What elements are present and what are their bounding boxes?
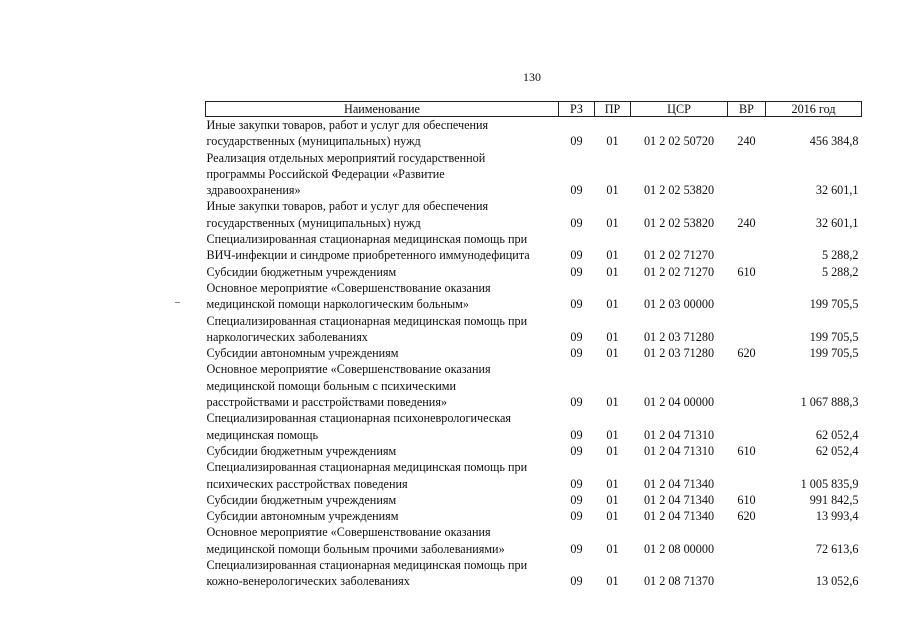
row-pr: 01 xyxy=(606,443,619,458)
row-vr: 610 xyxy=(737,443,756,458)
row-name xyxy=(206,345,559,361)
row-vr xyxy=(728,459,766,492)
row-name-line: медицинской помощи больным прочими заболеваниями» xyxy=(206,541,505,556)
table-row xyxy=(206,280,862,313)
row-rz: 09 xyxy=(570,395,583,410)
row-csr: 01 2 02 53820 xyxy=(643,215,715,230)
row-name xyxy=(206,264,559,280)
row-amount: 5 288,2 xyxy=(821,248,859,263)
row-amount: 1 067 888,3 xyxy=(800,395,859,410)
row-amount: 32 601,1 xyxy=(815,183,859,198)
row-name-line: наркологических заболеваниях xyxy=(206,329,368,344)
row-csr: 01 2 04 71340 xyxy=(643,476,715,491)
row-name-line: расстройствами и расстройствами поведения» xyxy=(206,395,448,410)
row-amount: 1 005 835,9 xyxy=(800,476,859,491)
row-rz: 09 xyxy=(570,541,583,556)
row-rz: 09 xyxy=(570,492,583,507)
row-amount: 13 993,4 xyxy=(815,509,859,524)
row-vr xyxy=(728,524,766,557)
row-csr: 01 2 02 71270 xyxy=(643,248,715,263)
row-name xyxy=(206,410,559,443)
page-number: 130 xyxy=(523,70,541,84)
row-csr: 01 2 04 71310 xyxy=(643,427,715,442)
row-name-line: Специализированная стационарная психоневрологическая xyxy=(206,411,511,426)
row-name-line: медицинской помощи больным с психическими xyxy=(206,378,456,393)
row-name-line: здравоохранения» xyxy=(206,183,301,198)
row-name-line: кожно-венерологических заболеваниях xyxy=(206,574,410,589)
row-csr: 01 2 04 00000 xyxy=(643,395,715,410)
row-csr: 01 2 04 71340 xyxy=(643,492,715,507)
row-pr: 01 xyxy=(606,248,619,263)
row-rz: 09 xyxy=(570,297,583,312)
table-row xyxy=(206,264,862,280)
row-vr: 240 xyxy=(737,215,756,230)
row-vr xyxy=(728,150,766,199)
header-vr: ВР xyxy=(728,102,766,117)
table-header xyxy=(206,102,862,117)
row-name xyxy=(206,443,559,459)
row-name-line: медицинская помощь xyxy=(206,427,319,442)
row-csr: 01 2 02 50720 xyxy=(643,134,715,149)
row-pr: 01 xyxy=(606,395,619,410)
table-row xyxy=(206,524,862,557)
row-amount: 199 705,5 xyxy=(809,346,859,361)
row-amount: 199 705,5 xyxy=(809,297,859,312)
header-name: Наименование xyxy=(206,102,559,117)
row-amount: 32 601,1 xyxy=(815,215,859,230)
row-name xyxy=(206,459,559,492)
row-csr: 01 2 04 71310 xyxy=(643,443,715,458)
table-row xyxy=(206,313,862,346)
row-rz: 09 xyxy=(570,264,583,279)
table-row xyxy=(206,508,862,524)
row-vr xyxy=(728,231,766,264)
row-name xyxy=(206,231,559,264)
row-amount: 62 052,4 xyxy=(815,427,859,442)
row-vr xyxy=(728,361,766,410)
row-name-line: Специализированная стационарная медицинская помощь при xyxy=(206,558,528,573)
row-name xyxy=(206,198,559,231)
row-name-line: государственных (муниципальных) нужд xyxy=(206,215,421,230)
row-name xyxy=(206,524,559,557)
header-year: 2016 год xyxy=(766,102,862,117)
row-name xyxy=(206,313,559,346)
row-rz: 09 xyxy=(570,476,583,491)
header-csr: ЦСР xyxy=(631,102,728,117)
row-pr: 01 xyxy=(606,574,619,589)
table-row xyxy=(206,345,862,361)
row-pr: 01 xyxy=(606,329,619,344)
row-name-line: медицинской помощи наркологическим больным» xyxy=(206,297,469,312)
table-body xyxy=(206,117,862,590)
row-pr: 01 xyxy=(606,427,619,442)
row-vr: 240 xyxy=(737,134,756,149)
row-csr: 01 2 03 71280 xyxy=(643,329,715,344)
row-pr: 01 xyxy=(606,492,619,507)
row-rz: 09 xyxy=(570,134,583,149)
row-csr: 01 2 03 00000 xyxy=(643,297,715,312)
header-row xyxy=(206,102,862,117)
row-pr: 01 xyxy=(606,541,619,556)
row-vr: 620 xyxy=(737,509,756,524)
row-csr: 01 2 02 53820 xyxy=(643,183,715,198)
row-name xyxy=(206,557,559,590)
row-vr xyxy=(728,410,766,443)
row-pr: 01 xyxy=(606,297,619,312)
row-name-line: государственных (муниципальных) нужд xyxy=(206,134,421,149)
row-pr: 01 xyxy=(606,215,619,230)
row-name-line: Субсидии автономным учреждениям xyxy=(206,509,399,524)
row-name xyxy=(206,492,559,508)
row-name-line: Реализация отдельных мероприятий государственной xyxy=(206,150,486,165)
row-csr: 01 2 08 71370 xyxy=(643,574,715,589)
row-vr: 620 xyxy=(737,346,756,361)
row-amount: 199 705,5 xyxy=(809,329,859,344)
row-pr: 01 xyxy=(606,183,619,198)
row-pr: 01 xyxy=(606,346,619,361)
row-vr xyxy=(728,557,766,590)
row-amount: 62 052,4 xyxy=(815,443,859,458)
row-name xyxy=(206,150,559,199)
row-name xyxy=(206,280,559,313)
row-name xyxy=(206,361,559,410)
row-name-line: ВИЧ-инфекции и синдроме приобретенного иммунодефицита xyxy=(206,248,530,263)
row-rz: 09 xyxy=(570,215,583,230)
row-rz: 09 xyxy=(570,329,583,344)
row-vr xyxy=(728,313,766,346)
row-pr: 01 xyxy=(606,264,619,279)
row-name-line: Субсидии бюджетным учреждениям xyxy=(206,492,397,507)
header-pr: ПР xyxy=(595,102,631,117)
row-name-line: Специализированная стационарная медицинская помощь при xyxy=(206,232,528,247)
table-row xyxy=(206,231,862,264)
row-rz: 09 xyxy=(570,443,583,458)
row-rz: 09 xyxy=(570,427,583,442)
table-row xyxy=(206,557,862,590)
row-name-line: Специализированная стационарная медицинская помощь при xyxy=(206,313,528,328)
table-row xyxy=(206,459,862,492)
table-row xyxy=(206,410,862,443)
row-amount: 5 288,2 xyxy=(821,264,859,279)
row-name-line: Основное мероприятие «Совершенствование оказания xyxy=(206,362,491,377)
row-rz: 09 xyxy=(570,509,583,524)
table-row xyxy=(206,492,862,508)
row-name-line: Субсидии автономным учреждениям xyxy=(206,346,399,361)
table-row xyxy=(206,117,862,150)
table-row xyxy=(206,443,862,459)
row-rz: 09 xyxy=(570,183,583,198)
row-name-line: Основное мероприятие «Совершенствование оказания xyxy=(206,280,491,295)
row-pr: 01 xyxy=(606,476,619,491)
row-amount: 456 384,8 xyxy=(809,134,859,149)
row-csr: 01 2 04 71340 xyxy=(643,509,715,524)
row-amount: 13 052,6 xyxy=(815,574,859,589)
row-name-line: Иные закупки товаров, работ и услуг для обеспечения xyxy=(206,199,489,214)
row-name-line: психических расстройствах поведения xyxy=(206,476,408,491)
budget-table xyxy=(205,101,862,590)
row-amount: 72 613,6 xyxy=(815,541,859,556)
row-name-line: Иные закупки товаров, работ и услуг для обеспечения xyxy=(206,118,489,132)
row-pr: 01 xyxy=(606,134,619,149)
row-rz: 09 xyxy=(570,248,583,263)
row-name-line: программы Российской Федерации «Развитие xyxy=(206,166,445,181)
row-csr: 01 2 02 71270 xyxy=(643,264,715,279)
row-vr: 610 xyxy=(737,492,756,507)
table-row xyxy=(206,361,862,410)
row-vr xyxy=(728,280,766,313)
header-rz: РЗ xyxy=(559,102,595,117)
row-name xyxy=(206,117,559,150)
row-pr: 01 xyxy=(606,509,619,524)
row-vr: 610 xyxy=(737,264,756,279)
row-name-line: Субсидии бюджетным учреждениям xyxy=(206,443,397,458)
row-name-line: Субсидии бюджетным учреждениям xyxy=(206,264,397,279)
row-csr: 01 2 08 00000 xyxy=(643,541,715,556)
row-csr: 01 2 03 71280 xyxy=(643,346,715,361)
row-rz: 09 xyxy=(570,346,583,361)
table-row xyxy=(206,198,862,231)
table-row xyxy=(206,150,862,199)
row-name-line: Основное мероприятие «Совершенствование оказания xyxy=(206,525,491,540)
margin-mark xyxy=(175,302,180,303)
row-rz: 09 xyxy=(570,574,583,589)
row-name xyxy=(206,508,559,524)
row-name-line: Специализированная стационарная медицинская помощь при xyxy=(206,460,528,475)
row-amount: 991 842,5 xyxy=(809,492,859,507)
